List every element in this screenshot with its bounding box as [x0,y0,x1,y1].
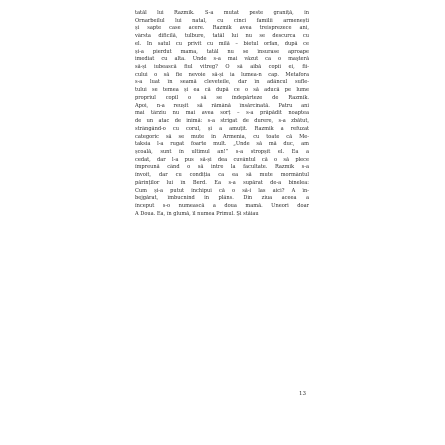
text-line: cului o să fie nevoie să-și ia lumea-n cap. Metafora [135,71,309,78]
text-line: Ornarbeilul lui natal, cu cinci familii armenești [135,17,309,24]
text-line: tatăl lui Razmik. S-a mutat peste graniță, în [135,10,309,16]
text-line: început s-o numească a doua mamă. Uneori doar [135,202,309,209]
text-line: Apoi, n-a reușit să rămână însărcinată. Patru ani [135,102,309,109]
text-line: taksia l-a rugat foarte mult. „Unde să mă duc, am [135,141,309,148]
text-line: cedat, dar l-a pus să-și dea cuvântul că o să plece [135,156,309,163]
text-line: imediat cu alta. Unde s-a mai văzut ca o maşteră [135,56,309,63]
text-line: tului se temea și ea că după ce o să aducă pe lume [135,87,309,94]
text-line: Cum și-a putut închipui că o să-i las aici? A în- [135,187,309,194]
text-line: învoit, dar cu condiția ca ea să mute mormântul [135,172,309,179]
text-line: și sapte case acere. Razmik avea treisprezece ani, [135,25,309,32]
text-line: vârsta dificilă, tulbure, tatăl lui nu se descurca cu [135,33,309,40]
text-line: A Doua. Ea, în glumă, îl numea Primul. Și stăiau [135,210,259,217]
text-line: și-a pierdut mama, tatăl nu se însurase aproape [135,48,309,55]
text-line: s-a luat în seamă cleveteile, dar în adâncul sufle- [135,79,309,86]
text-line: propriul copil o să se îndepărteze de Razmik. [135,94,309,101]
text-line: părinților lui în Berd. Ea s-a supărat de-a binelea: [135,179,309,186]
text-line: el. În satul cu privit cu milă – bietul orfan, după ce [135,40,309,47]
page-number: 13 [299,391,306,397]
text-line: strângând-o cu corul, și a amuțit. Razmik a refuzat [135,125,309,132]
text-line: să-și iubească fiul vitreg? O să aibă copii ei, fii- [135,64,309,71]
body-paragraph [135,10,309,218]
text-line: bejgărat, îmbucnind în plâns. Din ziua aceea a [135,195,309,202]
text-line: de un atac de inimă: s-a strigat de durere, s-a zbătut, [135,118,309,125]
text-line: împreună când o să intre la facultate. Razmik s-a [135,164,309,171]
text-line: mai târziu nu mai avea sorț – s-a prăpădit noaptea [135,110,309,117]
text-line: categoric să se mute în Armenia, cu toate că Me- [135,133,309,140]
text-line: școală, sunt în ultimul an!” s-a stropșit el. Ea a [135,148,309,155]
